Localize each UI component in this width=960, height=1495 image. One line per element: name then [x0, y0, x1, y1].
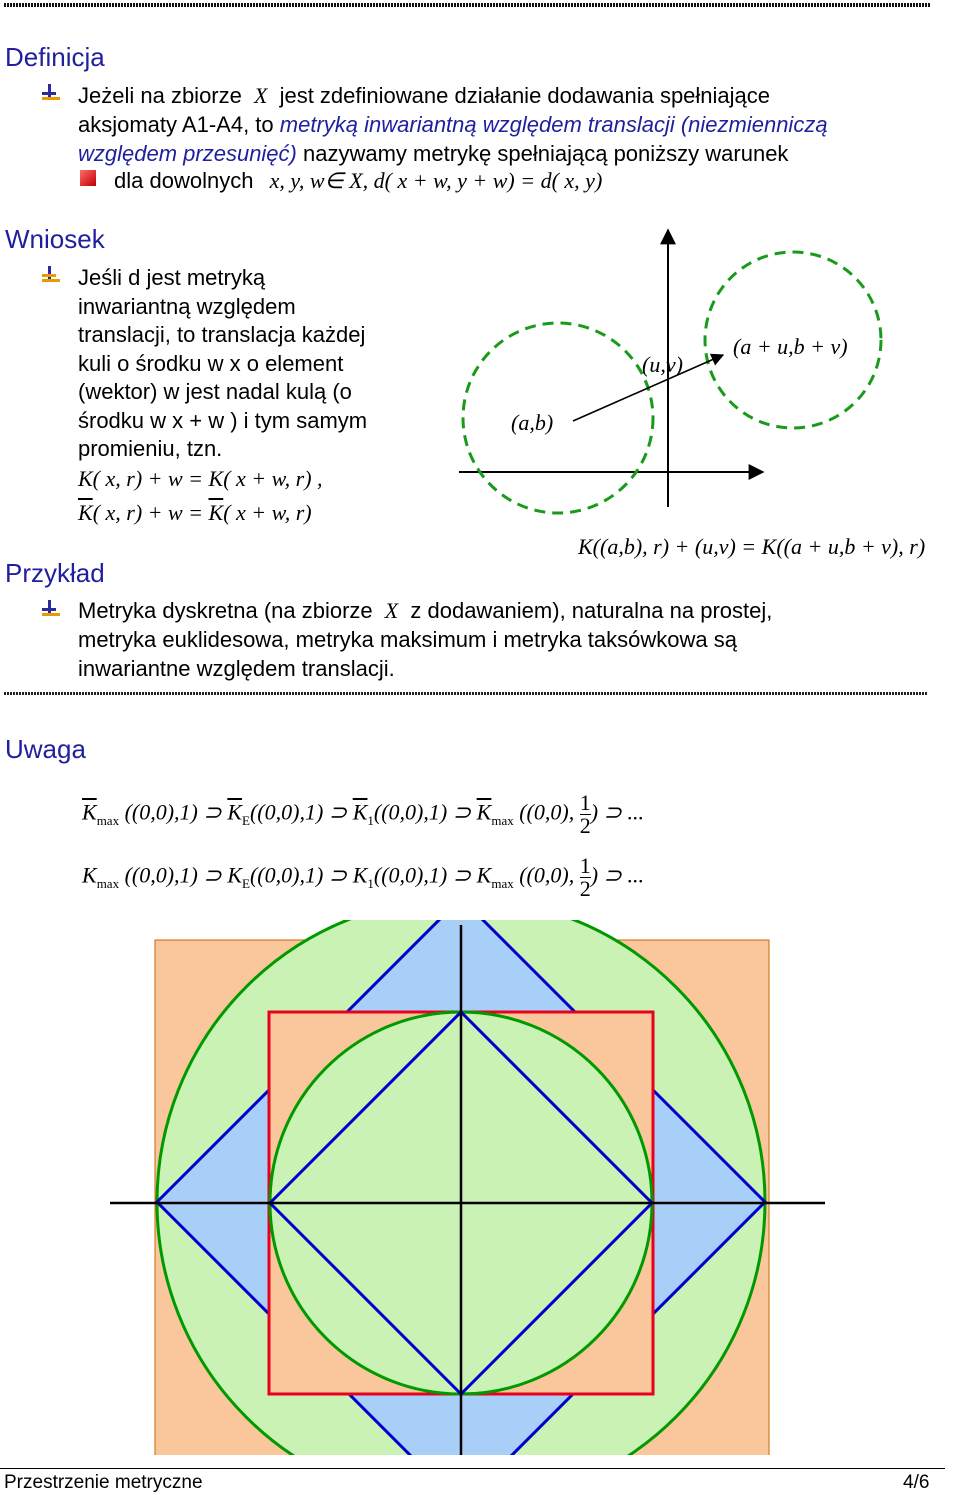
top-dotted-rule: [4, 3, 930, 7]
bullet-icon: [42, 600, 60, 618]
example-line-3: inwariantne względem translacji.: [78, 656, 395, 681]
example-line-2: metryka euklidesowa, metryka maksimum i metryka taksówkowa są: [78, 627, 737, 652]
heading-definicja: Definicja: [5, 42, 105, 72]
square-bullet-icon: [80, 170, 96, 186]
uwaga-formula-closed: $\overline{K}_{max}$ ((0,0),1) ⊃ $\overline{K}_E((0,0),1)$ ⊃ $\overline{K}_1((0,0),1)$ ⊃ $\overline{K}_{max}$ ((0,0), $\frac{1}{2}$ ) ⊃ ...: [82, 790, 644, 838]
bullet-icon: [42, 84, 60, 102]
definition-line-1: Jeżeli na zbiorze X jest zdefiniowane działanie dodawania spełniające: [78, 83, 771, 108]
uwaga-formula-open: $K_{max}$ ((0,0),1) ⊃ $K_E((0,0),1)$ ⊃ $K_1((0,0),1)$ ⊃ $K_{max}$ ((0,0), $\frac{1}{2}$ ) ⊃ ...: [82, 853, 644, 901]
corollary-line: kuli o środku w x o element: [78, 350, 344, 376]
corollary-line: (wektor) w jest nadal kulą (o: [78, 379, 352, 404]
label-ab: (a,b): [511, 410, 554, 435]
corollary-line: inwariantną względem: [78, 293, 296, 319]
ball-at-ab: [463, 323, 653, 513]
corollary-line: środku w x + w ) i tym samym: [78, 407, 368, 433]
page-number: 4/6: [903, 1472, 930, 1493]
heading-uwaga: Uwaga: [5, 734, 86, 764]
definition-line-2: aksjomaty A1-A4, to metryką inwariantną względem translacji (niezmienniczą: [78, 112, 828, 137]
translation-diagram: [455, 225, 955, 525]
bullet-icon: [42, 266, 60, 284]
corollary-line: Jeśli d jest metryką: [78, 265, 266, 290]
heading-przyklad: Przykład: [5, 558, 105, 588]
heading-wniosek: Wniosek: [5, 224, 105, 254]
definition-condition: dla dowolnych x, y, w∈ X, d( x + w, y + w) = d( x, y): [114, 168, 603, 193]
example-line-1: Metryka dyskretna (na zbiorze X z dodawaniem), naturalna na prostej,: [78, 598, 773, 623]
corollary-text: [78, 264, 438, 464]
label-shifted-center: (a + u,b + v): [733, 334, 848, 359]
corollary-line: promieniu, tzn.: [78, 436, 223, 461]
label-uv: (u,v): [642, 352, 683, 377]
definition-line-3: względem przesunięć) nazywamy metrykę spełniającą poniższy warunek: [78, 141, 789, 166]
corollary-formula-open-ball: K( x, r) + w = K( x + w, r) ,: [78, 466, 323, 491]
nested-balls-figure: [110, 920, 830, 1455]
corollary-formula-closed-ball: $\overline{K}$( x, $r) + w = \overline{K}$( x + w, r): [78, 500, 312, 525]
corollary-line: translacji, to translacja każdej: [78, 322, 366, 347]
footer-rule: [0, 1468, 945, 1469]
diagram-caption: K((a,b), r) + (u,v) = K((a + u,b + v), r): [578, 534, 926, 559]
footer-title: Przestrzenie metryczne: [4, 1472, 203, 1493]
section-separator: [4, 692, 928, 695]
